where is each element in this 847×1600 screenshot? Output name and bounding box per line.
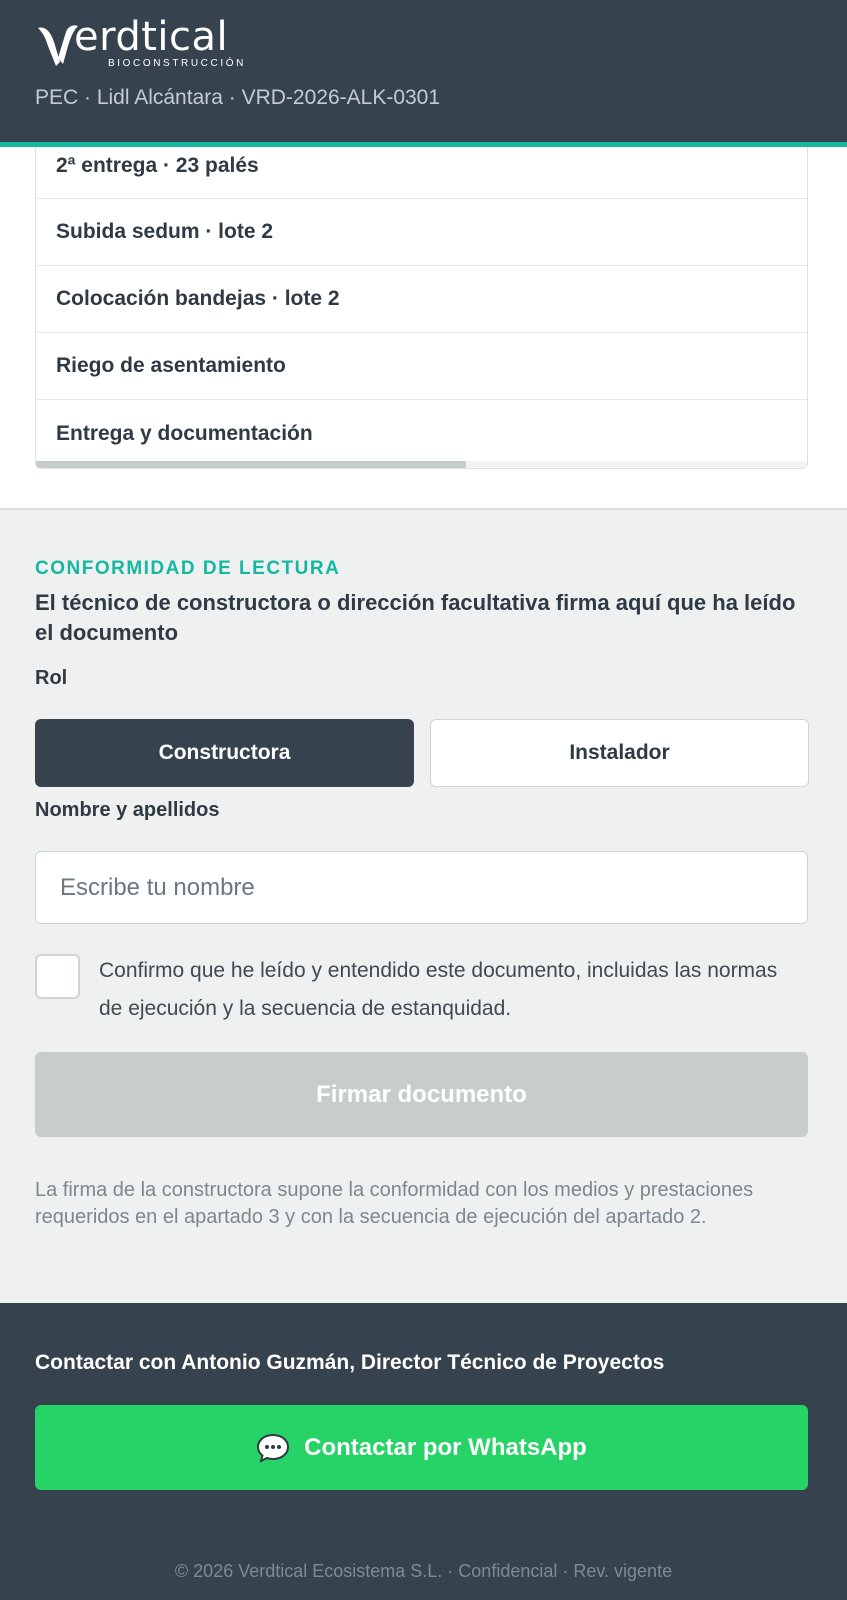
name-input[interactable] — [35, 851, 808, 924]
name-label: Nombre y apellidos — [35, 799, 220, 821]
list-item: Riego de asentamiento — [36, 333, 807, 400]
logo-tagline: BIOCONSTRUCCIÓN — [108, 58, 246, 69]
list-item: Colocación bandejas · lote 2 — [36, 266, 807, 333]
section-title: El técnico de constructora o dirección facultativa firma aquí que ha leído el documento — [35, 590, 796, 645]
confirm-checkbox[interactable] — [35, 954, 80, 999]
contact-footer — [0, 1303, 847, 1600]
chat-bubble-icon — [256, 1433, 290, 1463]
list-item: Entrega y documentación — [56, 421, 313, 445]
verdtical-logo — [36, 14, 266, 76]
logo-wordmark: erdtical — [74, 14, 229, 60]
scrollbar-thumb[interactable] — [36, 461, 466, 468]
copyright-text: © 2026 Verdtical Ecosistema S.L. · Confidencial · Rev. vigente — [174, 1561, 673, 1581]
confirm-text: Confirmo que he leído y entendido este documento, incluidas las normas de ejecución y la secuencia de estanquidad. — [99, 959, 778, 1020]
list-item: 2ª entrega · 23 palés — [36, 147, 807, 199]
sign-document-button[interactable]: Firmar documento — [35, 1052, 808, 1137]
role-constructora-button[interactable]: Constructora — [35, 719, 414, 787]
app-header — [0, 0, 847, 142]
role-label: Rol — [35, 667, 68, 689]
role-instalador-button[interactable]: Instalador — [430, 719, 809, 787]
contact-title: Contactar con Antonio Guzmán, Director Técnico de Proyectos — [35, 1351, 665, 1374]
whatsapp-button-label: Contactar por WhatsApp — [304, 1433, 587, 1461]
horizontal-scrollbar[interactable] — [36, 461, 808, 468]
project-subtitle: PEC · Lidl Alcántara · VRD-2026-ALK-0301 — [35, 86, 441, 109]
list-item: Subida sedum · lote 2 — [36, 199, 807, 266]
whatsapp-button[interactable] — [35, 1405, 808, 1490]
section-eyebrow: CONFORMIDAD DE LECTURA — [35, 558, 341, 579]
step-list — [35, 147, 808, 469]
signature-note: La firma de la constructora supone la conformidad con los medios y prestaciones requeridos en el apartado 3 y con la secuencia de ejecución del apartado 2. — [35, 1179, 754, 1228]
conformity-section — [0, 508, 847, 1303]
